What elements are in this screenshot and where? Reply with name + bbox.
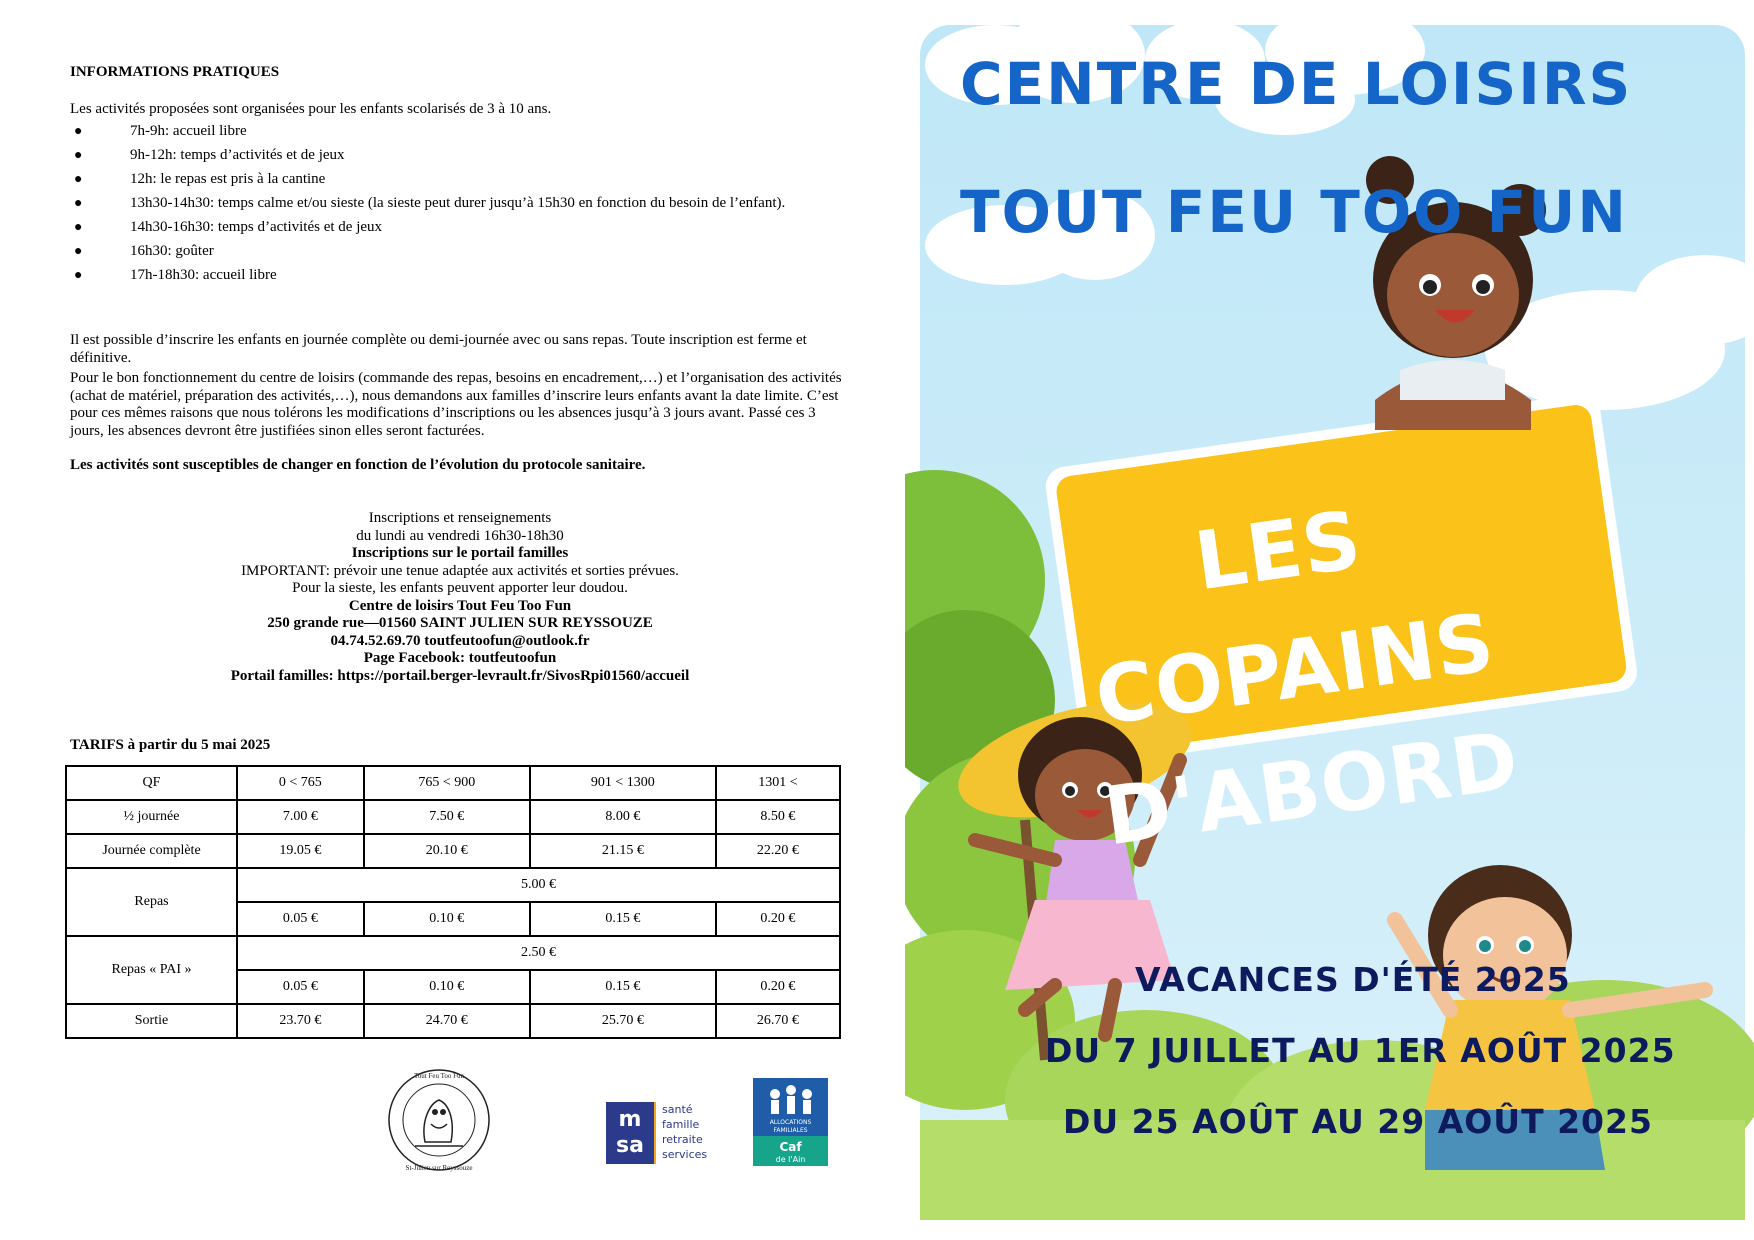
contact-line: Inscriptions et renseignements <box>368 510 552 526</box>
contact-line: Pour la sieste, les enfants peuvent apporter leur doudou. <box>292 580 628 596</box>
address: 250 grande rue—01560 SAINT JULIEN SUR REYSSOUZE <box>267 615 653 631</box>
caf-label: FAMILIALES <box>773 1127 808 1134</box>
table-row <box>66 834 840 868</box>
board-title <box>1047 460 1543 879</box>
table-row <box>66 936 840 970</box>
table-cell: 0.20 € <box>716 902 840 936</box>
table-cell: 7.50 € <box>364 800 530 834</box>
organisation-paragraph: Pour le bon fonctionnement du centre de loisirs (commande des repas, besoins en encadrement,…) et l’organisation des activités (achat de matériel, préparation des activités,…), nous demandons aux familles d’inscrire leurs enfants avant la date limite. C’est pour ces mêmes raisons que nous tolérons les modifications d’inscriptions ou les absences jusqu’à 3 jours avant. Passé ces 3 jours, les absences devront être justifiées sinon elles seront facturées. <box>70 370 842 439</box>
bullet-icon: ● <box>74 220 83 235</box>
table-cell: 765 < 900 <box>364 766 530 800</box>
dates-period-2: DU 25 AOÛT AU 29 AOÛT 2025 <box>1063 1102 1653 1141</box>
table-cell: 21.15 € <box>530 834 716 868</box>
schedule-item: ● 13h30-14h30: temps calme et/ou sieste (la sieste peut durer jusqu’à 15h30 en fonction du besoin de l’enfant). <box>74 195 786 211</box>
contact-line: IMPORTANT: prévoir une tenue adaptée aux activités et sorties prévues. <box>241 562 679 579</box>
table-cell: 24.70 € <box>364 1004 530 1038</box>
table-cell: 1301 < <box>716 766 840 800</box>
caf-label: de l'Ain <box>775 1155 806 1164</box>
table-row <box>66 1004 840 1038</box>
bullet-icon: ● <box>74 268 83 283</box>
table-row <box>66 800 840 834</box>
centre-stamp-logo <box>385 1062 493 1180</box>
table-cell: 0.15 € <box>530 970 716 1004</box>
table-cell: 0.10 € <box>364 970 530 1004</box>
svg-text:m: m <box>618 1107 642 1132</box>
board-line: D'ABORD <box>1098 713 1525 864</box>
bullet-icon: ● <box>74 172 83 187</box>
registration-paragraph: Il est possible d’inscrire les enfants en journée complète ou demi-journée avec ou sans repas. Toute inscription est ferme et définitive. <box>70 332 807 366</box>
sanitary-note: Les activités sont susceptibles de changer en fonction de l’évolution du protocole sanitaire. <box>70 457 646 473</box>
msa-label: santé <box>662 1103 693 1116</box>
table-cell: 22.20 € <box>716 834 840 868</box>
phone-email: 04.74.52.69.70 toutfeutoofun@outlook.fr <box>330 632 590 649</box>
schedule-item: ● 16h30: goûter <box>74 243 214 259</box>
msa-label: retraite <box>662 1133 703 1146</box>
cover-page <box>905 0 1754 1240</box>
intro-text: Les activités proposées sont organisées pour les enfants scolarisés de 3 à 10 ans. <box>70 101 552 117</box>
table-row <box>66 766 840 800</box>
facebook-page: Page Facebook: toutfeutoofun <box>363 650 557 666</box>
table-cell: 0 < 765 <box>237 766 364 800</box>
table-cell: 8.50 € <box>716 800 840 834</box>
table-cell: Sortie <box>66 1004 237 1038</box>
tarifs-title: TARIFS à partir du 5 mai 2025 <box>70 737 271 753</box>
table-cell: 7.00 € <box>237 800 364 834</box>
title-line-1: CENTRE DE LOISIRS <box>960 50 1633 118</box>
caf-label: ALLOCATIONS <box>769 1119 812 1126</box>
table-cell: 8.00 € <box>530 800 716 834</box>
contact-line: Inscriptions sur le portail familles <box>351 545 569 561</box>
table-cell: 0.05 € <box>237 970 364 1004</box>
table-cell: 5.00 € <box>237 868 840 902</box>
bullet-icon: ● <box>74 244 83 259</box>
bullet-icon: ● <box>74 124 83 139</box>
msa-label: famille <box>662 1118 700 1131</box>
table-cell: 0.20 € <box>716 970 840 1004</box>
portal-link: Portail familles: https://portail.berger-levrault.fr/SivosRpi01560/accueil <box>230 667 690 684</box>
table-cell: Repas « PAI » <box>66 936 237 1004</box>
table-cell: 0.10 € <box>364 902 530 936</box>
msa-label: services <box>662 1148 708 1161</box>
stamp-label: Tout Feu Too Fun <box>413 1072 465 1080</box>
table-cell: 901 < 1300 <box>530 766 716 800</box>
table-cell: Repas <box>66 868 237 936</box>
stamp-label: St-Julien sur Reyssouze <box>405 1164 473 1172</box>
caf-logo <box>753 1078 828 1166</box>
tarifs-table <box>65 765 841 1039</box>
table-cell: Journée complète <box>66 834 237 868</box>
table-cell: 2.50 € <box>237 936 840 970</box>
table-row <box>66 868 840 902</box>
table-cell: ½ journée <box>66 800 237 834</box>
schedule-item: ● 7h-9h: accueil libre <box>74 123 247 139</box>
table-cell: 0.15 € <box>530 902 716 936</box>
schedule-item: ● 12h: le repas est pris à la cantine <box>74 171 326 187</box>
table-cell: QF <box>66 766 237 800</box>
caf-label: Caf <box>779 1140 802 1154</box>
msa-logo <box>606 1100 714 1166</box>
title-line-2: TOUT FEU TOO FUN <box>960 178 1628 246</box>
svg-text:sa: sa <box>616 1133 644 1158</box>
bullet-icon: ● <box>74 196 83 211</box>
contact-block <box>150 510 770 685</box>
table-cell: 19.05 € <box>237 834 364 868</box>
table-cell: 23.70 € <box>237 1004 364 1038</box>
schedule-list <box>70 123 852 291</box>
schedule-item: ● 9h-12h: temps d’activités et de jeux <box>74 147 345 163</box>
table-cell: 0.05 € <box>237 902 364 936</box>
bullet-icon: ● <box>74 148 83 163</box>
table-cell: 25.70 € <box>530 1004 716 1038</box>
schedule-item: ● 14h30-16h30: temps d’activités et de jeux <box>74 219 383 235</box>
contact-line: Centre de loisirs Tout Feu Too Fun <box>348 597 572 614</box>
dates-period-1: DU 7 JUILLET AU 1ER AOÛT 2025 <box>1045 1031 1676 1070</box>
vacances-title: VACANCES D'ÉTÉ 2025 <box>1135 960 1571 999</box>
table-cell: 20.10 € <box>364 834 530 868</box>
board-line: LES COPAINS <box>1089 493 1501 744</box>
table-cell: 26.70 € <box>716 1004 840 1038</box>
contact-line: du lundi au vendredi 16h30-18h30 <box>356 527 564 544</box>
section-title: INFORMATIONS PRATIQUES <box>70 64 280 80</box>
schedule-item: ● 17h-18h30: accueil libre <box>74 267 277 283</box>
